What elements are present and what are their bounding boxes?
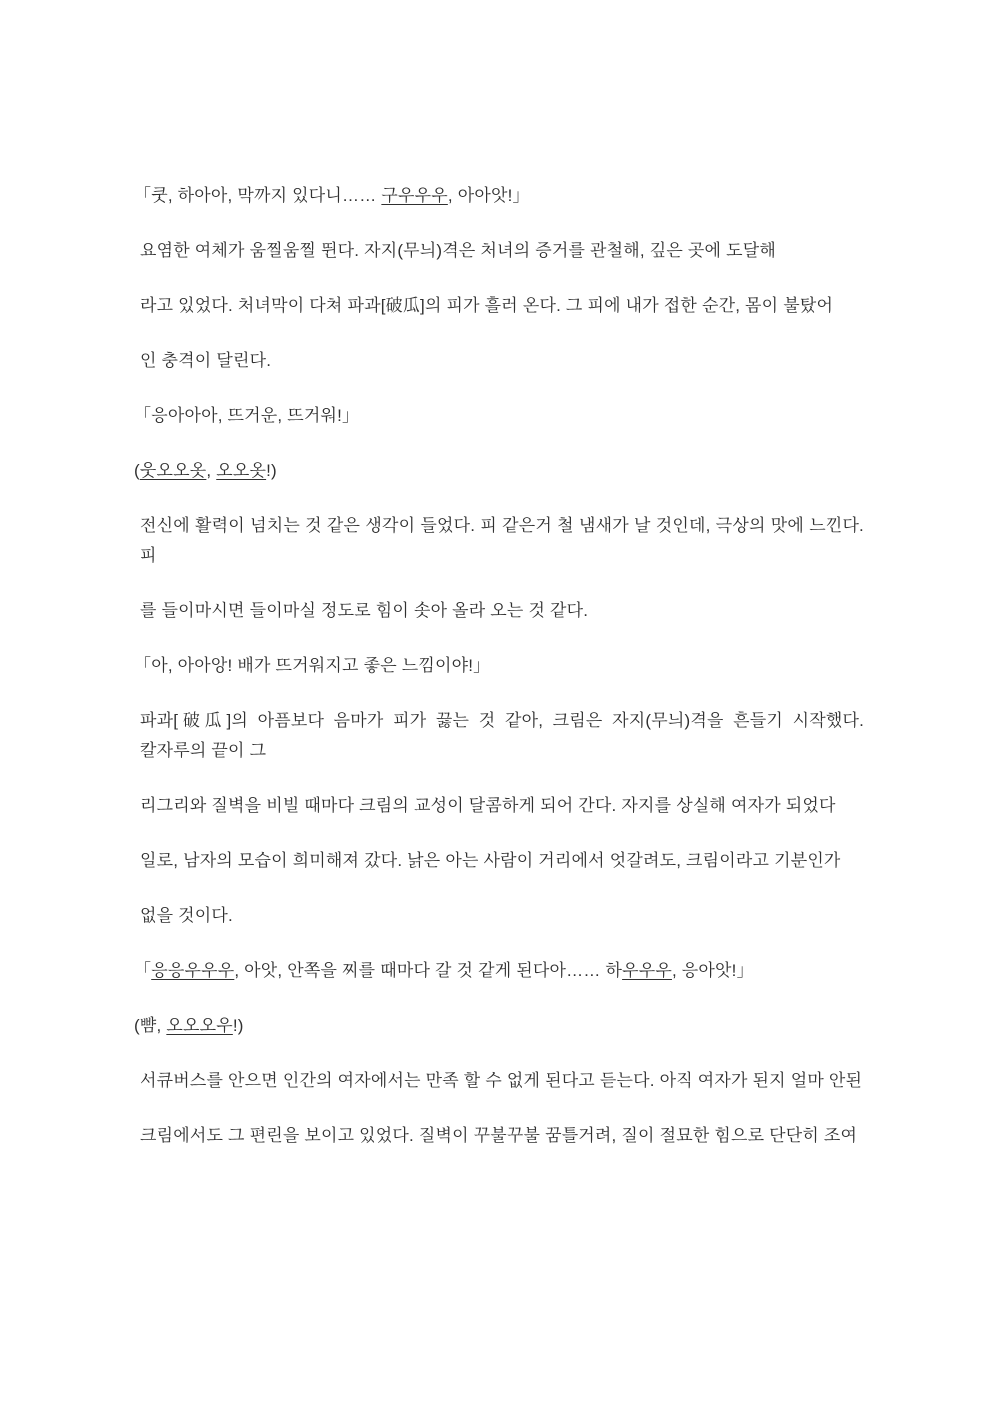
paragraph-13 <box>140 901 864 931</box>
paragraph-6 <box>134 456 864 486</box>
text-segment: 리그리와 질벽을 비빌 때마다 크림의 교성이 달콤하게 되어 간다. 자지를 상실해 여자가 되었다 <box>140 796 836 815</box>
text-segment: , 아아앗!」 <box>447 186 530 205</box>
text-segment: , 응아앗!」 <box>671 961 754 980</box>
text-segment: 없을 것이다. <box>140 906 233 925</box>
paragraph-16 <box>140 1066 864 1096</box>
text-segment: 「쿳, 하아아, 막까지 있다니…… <box>134 186 382 205</box>
paragraph-17 <box>140 1121 864 1151</box>
underlined-text-segment: 오오오우 <box>166 1016 233 1035</box>
text-segment: 인 충격이 달린다. <box>140 351 272 370</box>
paragraph-14 <box>134 956 864 986</box>
paragraph-3 <box>140 291 864 321</box>
underlined-text-segment: 우우우 <box>622 961 672 980</box>
text-segment: , <box>206 461 217 480</box>
text-segment: 일로, 남자의 모습이 희미해져 갔다. 낡은 아는 사람이 거리에서 엇갈려도, 크림이라고 기분인가 <box>140 851 841 870</box>
text-segment: 서큐버스를 안으면 인간의 여자에서는 만족 할 수 없게 된다고 듣는다. 아직 여자가 된지 얼마 안된 <box>140 1071 863 1090</box>
text-segment: 「아, 아아앙! 배가 뜨거워지고 좋은 느낌이야!」 <box>134 656 491 675</box>
text-segment: 를 들이마시면 들이마실 정도로 힘이 솟아 올라 오는 것 같다. <box>140 601 589 620</box>
paragraph-11 <box>140 791 864 821</box>
paragraph-4 <box>140 346 864 376</box>
text-segment: (뺨, <box>134 1016 167 1035</box>
underlined-text-segment: 응응우우우 <box>151 961 235 980</box>
text-segment: !) <box>232 1016 244 1035</box>
paragraph-2 <box>140 236 864 266</box>
text-segment: 전신에 활력이 넘치는 것 같은 생각이 들었다. 피 같은거 철 냄새가 날 것인데, 극상의 맛에 느낀다. 피 <box>140 516 864 565</box>
underlined-text-segment: 오오옷 <box>216 461 267 480</box>
text-segment: 요염한 여체가 움찔움찔 뛴다. 자지(무늬)격은 처녀의 증거를 관철해, 깊은 곳에 도달해 <box>140 241 776 260</box>
text-segment: , 아앗, 안쪽을 찌를 때마다 갈 것 같게 된다아…… 하 <box>234 961 623 980</box>
text-column <box>134 181 864 1176</box>
underlined-text-segment: 웃오오옷 <box>139 461 207 480</box>
paragraph-8 <box>140 596 864 626</box>
text-segment: !) <box>266 461 277 480</box>
text-segment: 「 <box>134 961 152 980</box>
paragraph-7 <box>140 511 864 571</box>
text-segment: 라고 있었다. 처녀막이 다쳐 파과[破瓜]의 피가 흘러 온다. 그 피에 내가 접한 순간, 몸이 불탔어 <box>140 296 834 315</box>
text-segment: 크림에서도 그 편린을 보이고 있었다. 질벽이 꾸불꾸불 꿈틀거려, 질이 절묘한 힘으로 단단히 조여 <box>140 1126 858 1145</box>
text-segment: 「응아아아, 뜨거운, 뜨거워!」 <box>134 406 360 425</box>
text-segment: ( <box>134 461 140 480</box>
paragraph-15 <box>134 1011 864 1041</box>
underlined-text-segment: 구우우우 <box>381 186 448 205</box>
paragraph-5 <box>134 401 864 431</box>
paragraph-10 <box>140 706 864 766</box>
paragraph-9 <box>134 651 864 681</box>
paragraph-12 <box>140 846 864 876</box>
paragraph-1 <box>134 181 864 211</box>
text-segment: 파과[破瓜]의 아픔보다 음마가 피가 끓는 것 같아, 크림은 자지(무늬)격을 흔들기 시작했다. 칼자루의 끝이 그 <box>140 711 864 760</box>
